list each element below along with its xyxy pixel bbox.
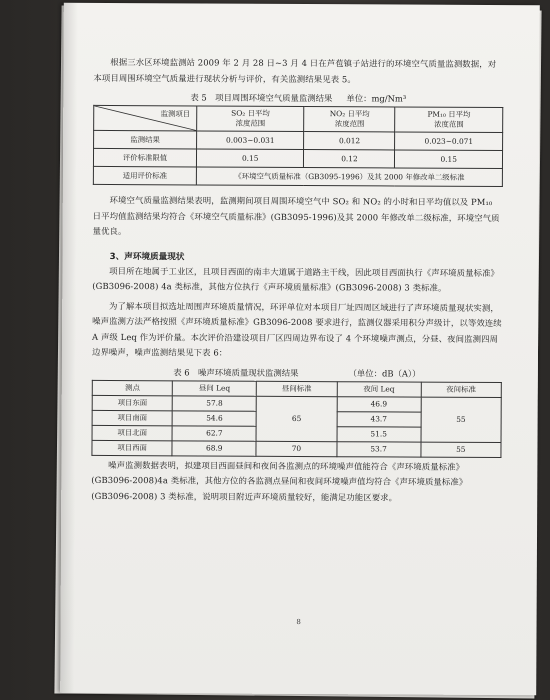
table6-night-standard-west: 55 [421,442,501,457]
table6-night-leq: 53.7 [337,441,421,456]
table5-header-no2: NO₂ 日平均 浓度范围 [304,107,395,132]
paragraph-noise-standard: 项目所在地属于工业区，且项目西面的南丰大道属于道路主干线，因此项目西面执行《声环境质量标准》(GB3096-2008) 4a 类标准，其他方位执行《声环境质量标准》(GB3096-2008) 3 类标准。 [92,265,500,293]
paragraph-air-monitoring-intro: 根据三水区环境监测站 2009 年 2 月 28 日~3 月 4 日在芦苞镇子站进行的环境空气质量监测数据，对本项目周围环境空气质量进行现状分析与评价，有关监测结果见表 5。 [93,57,497,84]
page-content [91,55,503,510]
table6-header: 昼间标准 [257,381,337,396]
table6-day-leq: 62.7 [172,425,256,440]
table6-header: 夜间标准 [421,382,501,397]
table5-standard-cell: 《环境空气质量标准（GB3095-1996）及其 2000 年修改单二级标准 [196,167,502,187]
paragraph-noise-conclusion: 噪声监测数据表明，拟建项目西面昼间和夜间各监测点的环境噪声值能符合《声环境质量标准》(GB3096-2008)4a 类标准，其他方位的各监测点昼间和夜间环境噪声值均符合《声环境质量标准》(GB3096-2008) 3 类标准，说明项目附近声环境质量较好，能满足功能区要求。 [91,459,468,503]
table-row [93,166,502,186]
table-row [94,130,503,150]
table5-diagonal-header [94,105,197,131]
table5-header-so2: SO₂ 日平均 浓度范围 [197,106,305,132]
table6-caption: 表 6 噪声环境质量现状监测结果 [173,366,299,378]
table6-night-leq: 43.7 [337,411,421,426]
page-number: 8 [296,617,301,627]
table5-cell: 0.15 [196,149,304,168]
table-row [92,440,501,457]
table6-day-leq: 57.8 [173,395,257,410]
table6-night-leq: 51.5 [337,426,421,441]
document-page [60,3,540,695]
table5-caption: 表 5 项目周围环境空气质量监测结果 [190,92,333,104]
table5-cell: 0.003~0.031 [197,131,305,150]
table5-unit: 单位：mg/Nm³ [346,93,407,104]
table6-day-leq: 68.9 [172,440,256,455]
table5-row-label: 适用评价标准 [93,166,196,185]
table6-point: 项目西面 [92,440,172,455]
table6-night-leq: 46.9 [337,396,421,411]
table5-header-pm10: PM₁₀ 日平均 浓度范围 [395,107,503,133]
table6-point: 项目东面 [92,395,172,410]
table6-header: 夜间 Leq [337,381,421,396]
table5-cell: 0.15 [395,150,503,169]
table6-day-leq: 54.6 [172,410,256,425]
noise-table [91,379,501,457]
paragraph-air-conclusion: 环境空气质量监测结果表明，监测期间项目周围环境空气中 SO₂ 和 NO₂ 的小时和日平均值以及 PM₁₀ 日平均值监测结果均符合《环境空气质量标准》(GB3095-1996)及其 2000 年修改单二级标准，环境空气质量优良。 [92,195,500,237]
section-heading-noise: 3、声环境质量现状 [109,251,185,262]
table5-row-label: 监测结果 [94,130,197,149]
table6-day-standard-west: 70 [256,441,336,456]
table6-point: 项目北面 [92,425,172,440]
table6-unit: （单位：dB（A）） [348,367,421,379]
air-quality-table [93,105,503,187]
table-row [93,148,502,168]
table5-cell: 0.023~0.071 [395,132,503,151]
table5-cell: 0.12 [304,150,395,168]
table6-night-standard: 55 [421,397,502,442]
table5-diag-label: 监测项目 [160,109,191,119]
paragraph-noise-method: 为了解本项目拟选址周围声环境质量情况，环评单位对本项目厂址四周区域进行了声环境质量现状实测，噪声监测方法严格按照《声环境质量标准》GB3096-2008 要求进行，监测仪器采用积分声级计，以等效连续 A 声级 Leq 作为评价量。本次评价沿建设项目厂区四周边界布设了 4 个环境噪声测点，分昼、夜间监测四周边界噪声，噪声监测结果见下表 6： [91,300,502,358]
page-binding-shadow [60,3,78,693]
table6-day-standard: 65 [256,396,337,441]
table6-header: 测点 [92,380,172,395]
table5-row-label: 评价标准限值 [93,148,196,167]
table5-cell: 0.012 [304,132,395,150]
table6-point: 项目南面 [92,410,172,425]
table6-header: 昼间 Leq [173,380,257,395]
